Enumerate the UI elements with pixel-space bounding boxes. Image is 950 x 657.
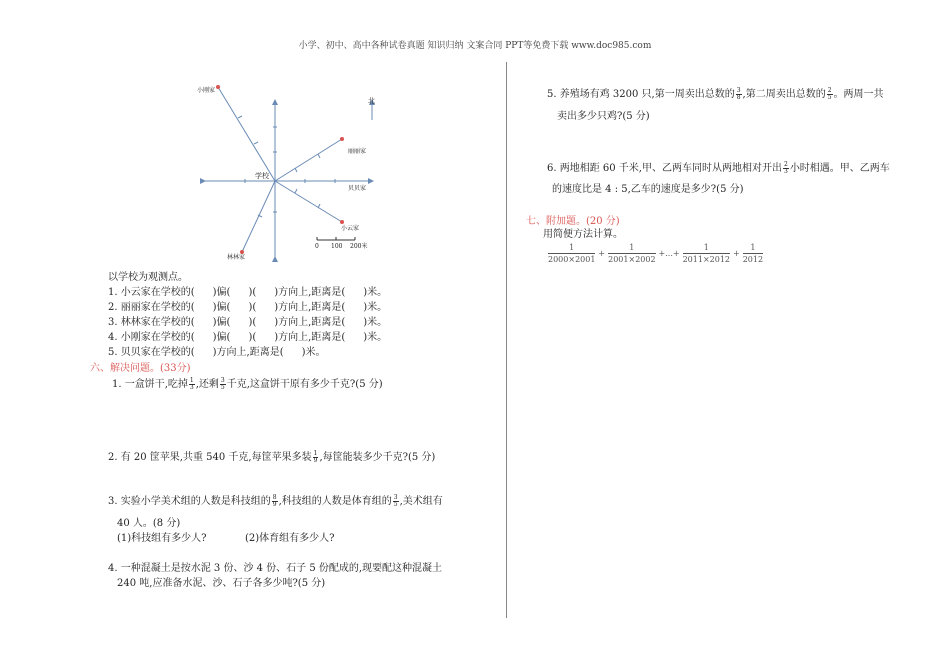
q5-item-4: 4. 小刚家在学校的( )偏( )( )方向上,距离是( )米。 — [108, 332, 388, 343]
ray-xiaoyun — [275, 181, 342, 222]
north-label: 北 — [368, 97, 375, 105]
scale-label-200: 200米 — [350, 243, 368, 250]
scale-bar — [315, 237, 367, 250]
s6-question-4: 4. 一种混凝土是按水泥 3 份、沙 4 份、石子 5 份配成的,现要配这种混凝土 — [108, 563, 443, 574]
s6-question-5: 5. 养殖场有鸡 3200 只,第一周卖出总数的 $\frac{3}{8}$ ,第二周卖出总数的 $\frac{2}{5}$ 。两周一共 — [547, 87, 884, 101]
simplify-expression — [548, 242, 763, 265]
ray-linlin — [242, 181, 275, 252]
marker-xiaoyun — [340, 220, 344, 224]
scale-label-0: 0 — [315, 243, 319, 250]
s6-question-1: 1. 一盒饼干,吃掉 $\frac{1}{3}$ ,还剩 $\frac{3}{5}$ 千克,这盒饼干原有多少千克?(5 分) — [112, 377, 383, 391]
s6-question-5-line2: 卖出多少只鸡?(5 分) — [557, 111, 650, 122]
operator-ellipsis: +...+ — [658, 249, 680, 258]
q5-item-3: 3. 林林家在学校的( )偏( )( )方向上,距离是( )米。 — [108, 317, 388, 328]
fraction-1-9: $\frac{1}{9}$ — [313, 450, 318, 464]
section-6-title: 六、解决问题。(33分) — [90, 363, 191, 374]
label-xiaogang: 小刚家 — [197, 87, 216, 94]
s6-question-4-line2: 240 吨,应准备水泥、沙、石子各多少吨?(5 分) — [117, 578, 326, 589]
fraction-2-5: $\frac{2}{5}$ — [827, 87, 832, 101]
fraction-3-5: $\frac{3}{5}$ — [220, 377, 225, 391]
s6-question-2: 2. 有 20 筐苹果,共重 540 千克,每筐苹果多装 $\frac{1}{9}$ ,每筐能装多少千克?(5 分) — [108, 450, 436, 464]
label-linlin: 林林家 — [227, 254, 246, 261]
fraction-2-3: $\frac{2}{3}$ — [783, 161, 788, 175]
fraction-3-5: $\frac{3}{5}$ — [393, 494, 398, 508]
scale-label-100: 100 — [331, 243, 343, 250]
label-xiaoyun: 小云家 — [341, 225, 360, 232]
s6-question-3-sub1: (1)科技组有多少人? — [117, 533, 207, 544]
term-3: $\frac{1}{2011\times 2012}$ — [682, 243, 731, 264]
q5-intro: 以学校为观测点。 — [108, 272, 188, 283]
label-school: 学校 — [255, 172, 269, 180]
section-7-title: 七、附加题。(20 分) — [526, 216, 620, 227]
section-7-instruction: 用简便方法计算。 — [543, 229, 623, 240]
s6-question-3-sub2: (2)体育组有多少人? — [245, 533, 335, 544]
q5-item-2: 2. 丽丽家在学校的( )偏( )( )方向上,距离是( )米。 — [108, 302, 388, 313]
s6-question-6: 6. 两地相距 60 千米,甲、乙两车同时从两地相对开出 $\frac{2}{3}$ 小时相遇。甲、乙两车 — [547, 161, 890, 175]
direction-map — [195, 82, 385, 262]
ray-xiaogang — [218, 87, 275, 181]
marker-lili — [340, 137, 344, 141]
q5-item-5: 5. 贝贝家在学校的( )方向上,距离是( )米。 — [108, 347, 326, 358]
fraction-1-3: $\frac{1}{3}$ — [189, 377, 194, 391]
term-4: $\frac{1}{2012}$ — [742, 243, 764, 264]
term-1: $\frac{1}{2000\times 2001}$ — [548, 243, 596, 264]
s6-question-6-line2: 的速度比是 4 : 5,乙车的速度是多少?(5 分) — [552, 184, 744, 195]
s6-question-3: 3. 实验小学美术组的人数是科技组的 $\frac{8}{9}$ ,科技组的人数是体育组的 $\frac{3}{5}$ ,美术组有 — [108, 494, 443, 508]
label-lili: 丽丽家 — [348, 148, 367, 155]
operator-plus: + — [598, 249, 606, 258]
column-divider — [506, 62, 507, 618]
term-2: $\frac{1}{2001\times 2002}$ — [608, 243, 656, 264]
q5-item-1: 1. 小云家在学校的( )偏( )( )方向上,距离是( )米。 — [108, 287, 388, 298]
ray-lili — [275, 139, 342, 181]
marker-xiaogang — [216, 85, 220, 89]
operator-plus: + — [733, 249, 740, 258]
s6-question-3-line2: 40 人。(8 分) — [117, 518, 181, 529]
fraction-8-9: $\frac{8}{9}$ — [272, 494, 277, 508]
label-beibei: 贝贝家 — [348, 185, 367, 192]
fraction-3-8: $\frac{3}{8}$ — [736, 87, 741, 101]
page-header: 小学、初中、高中各种试卷真题 知识归纳 文案合同 PPT等免费下载 www.doc985.com — [298, 41, 652, 51]
